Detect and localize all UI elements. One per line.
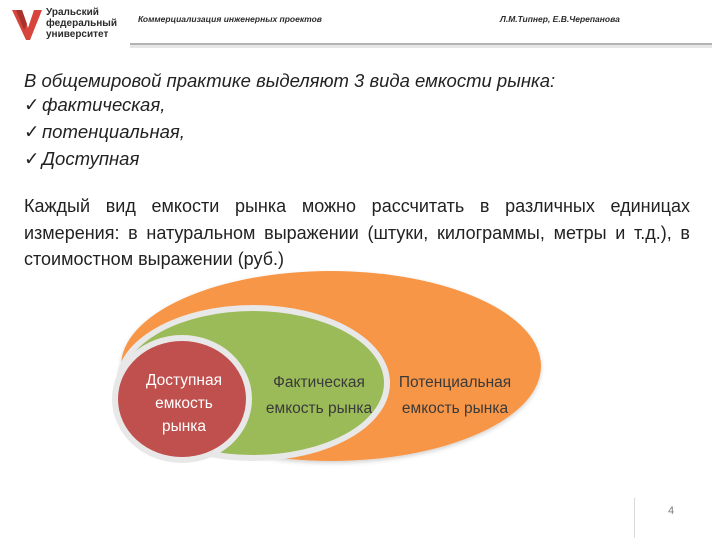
course-title: Коммерциализация инженерных проектов: [138, 14, 322, 24]
checkmark-icon: ✓: [24, 94, 40, 115]
bullet-label: фактическая,: [42, 94, 166, 115]
page-number: 4: [668, 505, 675, 517]
university-logo-icon: [10, 6, 44, 44]
footer-divider: [634, 498, 635, 538]
potential-label-line-1: Потенциальная: [398, 374, 512, 391]
available-label-line-2: емкость: [155, 395, 213, 412]
body-paragraph: Каждый вид емкости рынка можно рассчитать в различных единицах измерения: в натуральном выражении (штуки, килограммы, метры и т.д.), в стоимостном выражении (руб.): [24, 196, 690, 269]
university-name: [46, 7, 117, 40]
bullet-label: потенциальная,: [42, 121, 185, 142]
bullet-item: [24, 148, 139, 170]
actual-label-line-1: Фактическая: [273, 374, 365, 391]
university-name-line-1: Уральский: [46, 7, 99, 18]
university-name-line-3: университет: [46, 29, 109, 40]
bullet-item: [24, 94, 165, 116]
market-capacity-diagram: [0, 270, 720, 470]
bullet-label: Доступная: [42, 148, 140, 169]
actual-label-line-2: емкость рынка: [265, 400, 373, 417]
potential-label-line-2: емкость рынка: [401, 400, 509, 417]
intro-text: В общемировой практике выделяют 3 вида емкости рынка:: [24, 70, 556, 91]
university-name-line-2: федеральный: [46, 18, 117, 29]
checkmark-icon: ✓: [24, 148, 40, 169]
authors: Л.М.Типнер, Е.В.Черепанова: [500, 14, 620, 24]
bullet-item: [24, 121, 185, 143]
university-logo: [10, 6, 135, 46]
available-label-line-3: рынка: [161, 418, 207, 435]
checkmark-icon: ✓: [24, 121, 40, 142]
header-divider-shadow: [130, 45, 712, 48]
available-label-line-1: Доступная: [145, 372, 223, 389]
